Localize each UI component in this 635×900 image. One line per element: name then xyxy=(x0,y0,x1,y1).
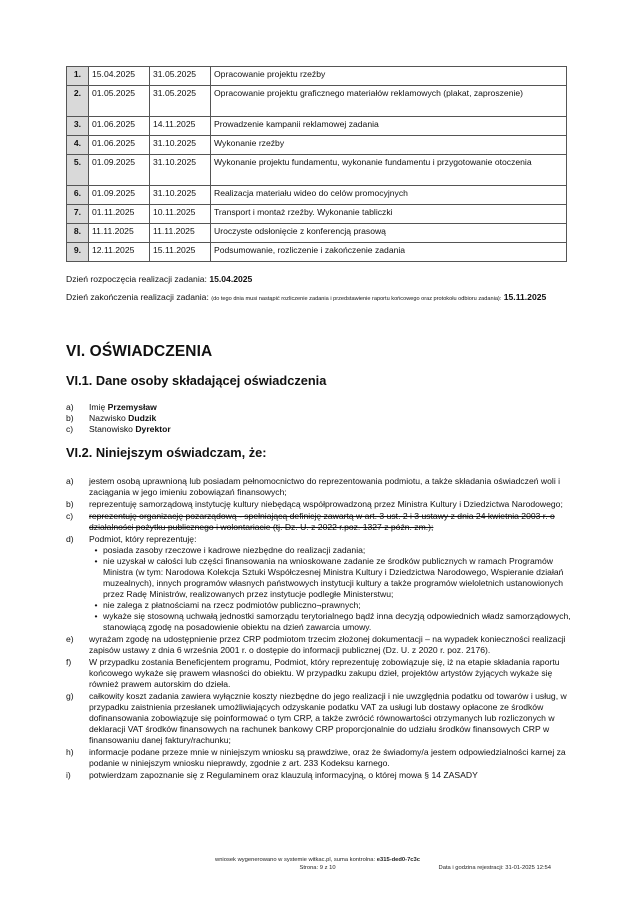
task-cell: Transport i montaż rzeźby. Wykonanie tabliczki xyxy=(211,205,567,224)
table-row xyxy=(67,155,567,186)
task-cell: Wykonanie projektu fundamentu, wykonanie fundamentu i przygotowanie otoczenia xyxy=(211,155,567,186)
declaration-item: e) wyrażam zgodę na udostępnienie przez CRP podmiotom trzecim złożonej dokumentacji – na wypadek konieczności realizacji zapisów ustawy z dnia 6 września 2001 r. o dostępie do informacji publicznej (Dz. U. z 2020 r. poz. 2176). xyxy=(66,634,566,655)
list-item: • posiada zasoby rzeczowe i kadrowe niezbędne do realizacji zadania; xyxy=(89,545,571,556)
declaration-item-struck: c) reprezentuję organizację pozarządową - spełniającą definicję zawartą w art. 3 ust. 2 i 3 ustawy z dnia 24 kwietnia 2003 r. o działalności pożytku publicznego i wolontariacie (tj. Dz. U. z 2022 r.poz. 1327 z późn. zm.); xyxy=(66,511,555,532)
table-row xyxy=(67,224,567,243)
end-date-cell: 31.10.2025 xyxy=(150,155,211,186)
row-number: 6. xyxy=(67,186,89,205)
table-row xyxy=(67,243,567,262)
row-number: 7. xyxy=(67,205,89,224)
realization-dates xyxy=(66,273,576,311)
declaration-item: f) W przypadku zostania Beneficjentem programu, Podmiot, który reprezentuję zobowiązuje się, iż na etapie składania raportu końcowego wykaże się prawem własności do obiektu. W przypadku zakupu dzieł, projektów artystów żyjących wykaże się również prawem autorskim do dzieła. xyxy=(66,657,560,689)
section-title: VI. OŚWIADCZENIA xyxy=(66,343,213,360)
task-cell: Wykonanie rzeźby xyxy=(211,136,567,155)
row-number: 1. xyxy=(67,67,89,86)
footer-generated: wniosek wygenerowano w systemie witkac.pl, suma kontrolna: e315-ded0-7c3c xyxy=(215,857,420,863)
footer-registration: Data i godzina rejestracji: 31-01-2025 12:54 xyxy=(438,865,551,871)
end-date-cell: 11.11.2025 xyxy=(150,224,211,243)
start-date-cell: 01.09.2025 xyxy=(89,186,150,205)
end-date-note: (do tego dnia musi nastąpić rozliczenie zadania i przedstawienie raportu końcowego oraz protokołu odbioru zadania): xyxy=(211,296,502,302)
start-date-cell: 01.05.2025 xyxy=(89,86,150,117)
table-row xyxy=(67,67,567,86)
start-date-cell: 01.09.2025 xyxy=(89,155,150,186)
task-cell: Realizacja materiału wideo do celów promocyjnych xyxy=(211,186,567,205)
end-date-cell: 31.10.2025 xyxy=(150,136,211,155)
start-date-cell: 01.06.2025 xyxy=(89,136,150,155)
declaration-item: h) informacje podane przeze mnie w niniejszym wniosku są prawdziwe, oraz że świadomy/a jestem odpowiedzialności karnej za podanie w niniejszym wniosku nieprawdy, zgodnie z art. 233 Kodeksu karnego. xyxy=(66,747,566,768)
declaration-item: d) Podmiot, który reprezentuję: • posiada zasoby rzeczowe i kadrowe niezbędne do realizacji zadania; • nie uzyskał w całości lub części finansowania na wnioskowane zadanie ze środków publicznych w ramach Programów Ministra (w tym: Narodowa Kolekcja Sztuki Współczesnej Ministra Kultury i Dziedzictwa Narodowego, Wspieranie działań muzealnych), innych programów własnych państwowych instytucji kultury a także programów wieloletnich ustanowionych przez Radę Ministrów, realizowanych przez instytucje podległe Ministerstwu; • nie zalega z płatnościami na rzecz podmiotów publiczno¬prawnych; • wykaże się stosowną uchwałą jednostki samorządu terytorialnego bądź inna decyzją odpowiednich władz samorządowych, stanowiącą zgodę na posadowienie obiektu na dzień zawarcia umowy. xyxy=(66,534,571,632)
start-date-line: Dzień rozpoczęcia realizacji zadania: 15.04.2025 xyxy=(66,274,253,284)
list-item: • nie zalega z płatnościami na rzecz podmiotów publiczno¬prawnych; xyxy=(89,600,571,611)
person-row: b) Nazwisko Dudzik xyxy=(66,413,157,423)
list-item: • wykaże się stosowną uchwałą jednostki samorządu terytorialnego bądź inna decyzją odpowiednich władz samorządowych, stanowiącą zgodę na posadowienie obiektu na dzień zawarcia umowy. xyxy=(89,611,571,633)
person-row: c) Stanowisko Dyrektor xyxy=(66,424,171,434)
declaration-sublist xyxy=(89,545,571,633)
declarations-list xyxy=(66,476,571,782)
page-footer xyxy=(0,856,635,872)
table-row xyxy=(67,117,567,136)
start-date-cell: 01.11.2025 xyxy=(89,205,150,224)
footer-page-number: Strona: 9 z 10 xyxy=(299,865,336,871)
task-cell: Opracowanie projektu graficznego materiałów reklamowych (plakat, zaproszenie) xyxy=(211,86,567,117)
bullet-icon: • xyxy=(94,556,98,566)
declaration-item: g) całkowity koszt zadania zawiera wyłącznie koszty niezbędne do jego realizacji i nie uwzględnia podatku od towarów i usług, w przypadku zaistnienia przesłanek umożliwiających odzyskanie podatku VAT za usługi lub dostawy opłacone ze środków dofinansowania zobowiązuje się poinformować o tym CRP, a także zwrócić równowartości otrzymanych lub rozliczonych w deklaracji VAT środków finansowych na rachunek bankowy CRP proporcjonalnie do udziału środków finansowych CRP w finansowaniu danej faktury/rachunku; xyxy=(66,691,567,745)
person-row: a) Imię Przemysław xyxy=(66,402,157,412)
list-item: • nie uzyskał w całości lub części finansowania na wnioskowane zadanie ze środków publicznych w ramach Programów Ministra (w tym: Narodowa Kolekcja Sztuki Współczesnej Ministra Kultury i Dziedzictwa Narodowego, Wspieranie działań muzealnych), innych programów własnych państwowych instytucji kultury a także programów wieloletnich ustanowionych przez Radę Ministrów, realizowanych przez instytucje podległe Ministerstwu; xyxy=(89,556,571,600)
bullet-icon: • xyxy=(94,600,98,610)
person-data xyxy=(66,402,171,435)
task-cell: Prowadzenie kampanii reklamowej zadania xyxy=(211,117,567,136)
start-date-cell: 01.06.2025 xyxy=(89,117,150,136)
row-number: 8. xyxy=(67,224,89,243)
start-date-value: 15.04.2025 xyxy=(209,274,253,284)
row-number: 2. xyxy=(67,86,89,117)
task-cell: Uroczyste odsłonięcie z konferencją prasową xyxy=(211,224,567,243)
declaration-item: b) reprezentuję samorządową instytucję kultury niebędącą współprowadzoną przez Ministra Kultury i Dziedzictwa Narodowego; xyxy=(66,499,563,509)
table-row xyxy=(67,205,567,224)
row-number: 9. xyxy=(67,243,89,262)
end-date-cell: 31.05.2025 xyxy=(150,86,211,117)
row-number: 4. xyxy=(67,136,89,155)
start-date-cell: 11.11.2025 xyxy=(89,224,150,243)
declaration-item: i) potwierdzam zapoznanie się z Regulaminem oraz klauzulą informacyjną, o której mowa § 14 ZASADY xyxy=(66,770,478,780)
subsection-title-person: VI.1. Dane osoby składającej oświadczenia xyxy=(66,373,327,388)
subsection-title-declarations: VI.2. Niniejszym oświadczam, że: xyxy=(66,445,267,460)
end-date-line: Dzień zakończenia realizacji zadania: (do tego dnia musi nastąpić rozliczenie zadania i przedstawienie raportu końcowego oraz protokołu odbioru zadania): 15.11.2025 xyxy=(66,292,547,302)
end-date-cell: 31.10.2025 xyxy=(150,186,211,205)
table-row xyxy=(67,136,567,155)
row-number: 5. xyxy=(67,155,89,186)
start-date-cell: 15.04.2025 xyxy=(89,67,150,86)
bullet-icon: • xyxy=(94,545,98,555)
bullet-icon: • xyxy=(94,611,98,621)
table-row xyxy=(67,86,567,117)
end-date-cell: 10.11.2025 xyxy=(150,205,211,224)
end-date-value: 15.11.2025 xyxy=(503,292,547,302)
table-row xyxy=(67,186,567,205)
declaration-item: a) jestem osobą uprawnioną lub posiadam pełnomocnictwo do reprezentowania podmiotu, a także składania oświadczeń woli i zaciągania w jego imieniu zobowiązań finansowych; xyxy=(66,476,561,497)
end-date-cell: 15.11.2025 xyxy=(150,243,211,262)
task-cell: Opracowanie projektu rzeźby xyxy=(211,67,567,86)
end-date-cell: 31.05.2025 xyxy=(150,67,211,86)
task-cell: Podsumowanie, rozliczenie i zakończenie zadania xyxy=(211,243,567,262)
row-number: 3. xyxy=(67,117,89,136)
schedule-table xyxy=(66,66,567,262)
footer-checksum: e315-ded0-7c3c xyxy=(376,857,420,863)
start-date-cell: 12.11.2025 xyxy=(89,243,150,262)
end-date-cell: 14.11.2025 xyxy=(150,117,211,136)
